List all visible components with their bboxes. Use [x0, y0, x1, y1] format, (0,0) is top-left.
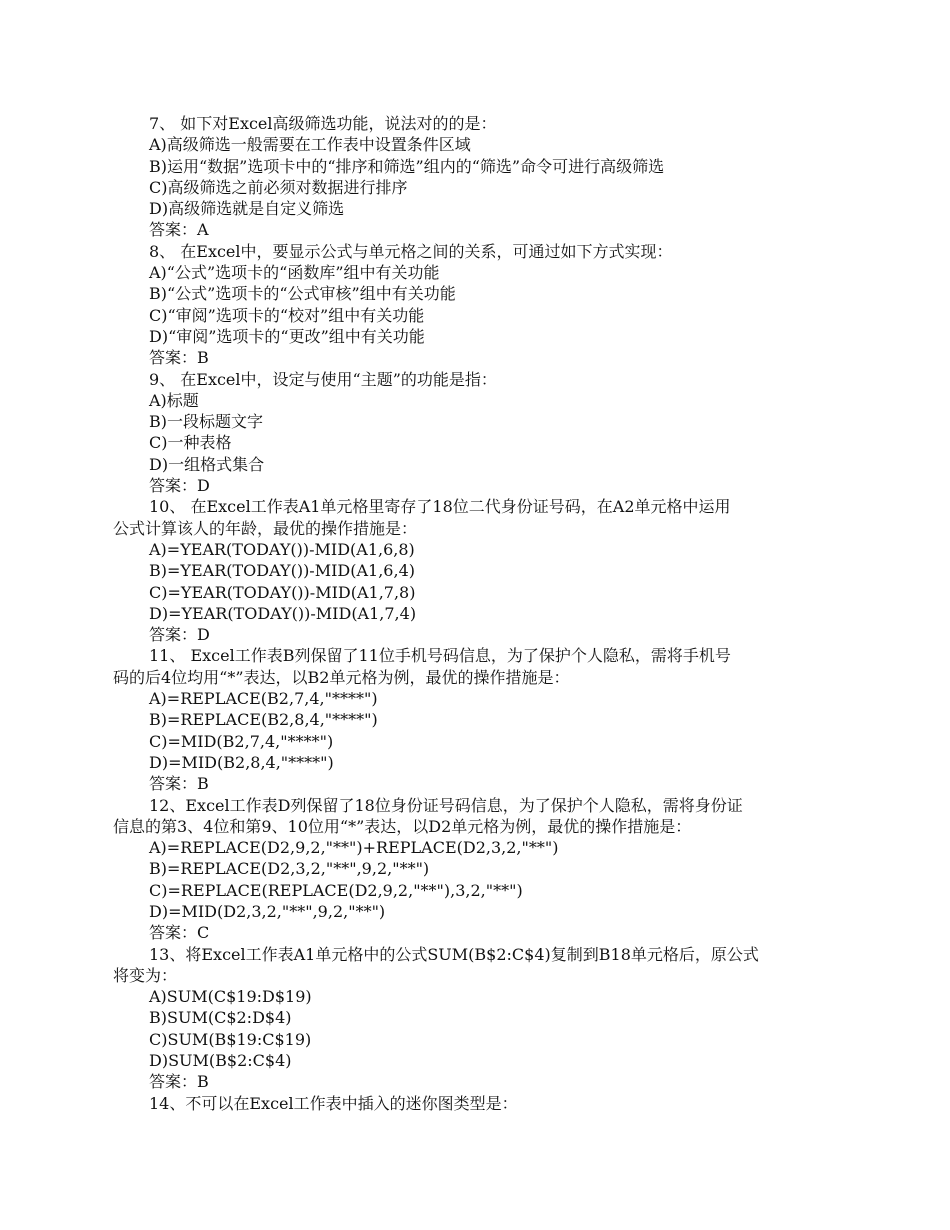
text-line: 13、将Excel工作表A1单元格中的公式SUM(B$2:C$4)复制到B18单元格后，原公式	[149, 944, 759, 964]
text-line: 14、不可以在Excel工作表中插入的迷你图类型是：	[149, 1093, 518, 1113]
text-line: D)“审阅”选项卡的“更改”组中有关功能	[149, 326, 425, 346]
text-line: B)=REPLACE(D2,3,2,"**",9,2,"**")	[149, 859, 430, 879]
document-body	[113, 113, 833, 1114]
text-line: C)一种表格	[149, 433, 232, 453]
text-line: B)一段标题文字	[149, 412, 264, 432]
text-line: D)一组格式集合	[149, 454, 265, 474]
text-line: 公式计算该人的年龄，最优的操作措施是：	[113, 518, 418, 538]
text-line: B)运用“数据”选项卡中的“排序和筛选”组内的“筛选”命令可进行高级筛选	[149, 156, 665, 176]
text-line: C)SUM(B$19:C$19)	[149, 1029, 312, 1049]
text-line: 答案：B	[149, 774, 209, 794]
text-line: D)SUM(B$2:C$4)	[149, 1051, 292, 1071]
text-line: A)高级筛选一般需要在工作表中设置条件区域	[149, 135, 471, 155]
text-line: A)=YEAR(TODAY())-MID(A1,6,8)	[149, 539, 415, 559]
text-line: D)=MID(D2,3,2,"**",9,2,"**")	[149, 901, 386, 921]
text-line: B)SUM(C$2:D$4)	[149, 1008, 292, 1028]
text-line: 答案：C	[149, 923, 210, 943]
text-line: A)=REPLACE(D2,9,2,"**")+REPLACE(D2,3,2,"**")	[149, 838, 559, 858]
text-line: C)=REPLACE(REPLACE(D2,9,2,"**"),3,2,"**")	[149, 880, 523, 900]
text-line: 答案：A	[149, 220, 209, 240]
text-line: A)标题	[149, 390, 199, 410]
text-line: A)“公式”选项卡的“函数库”组中有关功能	[149, 263, 440, 283]
text-line: B)“公式”选项卡的“公式审核”组中有关功能	[149, 284, 456, 304]
text-line: B)=YEAR(TODAY())-MID(A1,6,4)	[149, 561, 415, 581]
text-line: 答案：D	[149, 625, 210, 645]
text-line: C)=YEAR(TODAY())-MID(A1,7,8)	[149, 582, 416, 602]
text-line: A)=REPLACE(B2,7,4,"****")	[149, 689, 378, 709]
text-line: D)=MID(B2,8,4,"****")	[149, 752, 334, 772]
text-line: 将变为：	[113, 965, 178, 985]
text-line: C)高级筛选之前必须对数据进行排序	[149, 177, 408, 197]
text-line: C)“审阅”选项卡的“校对”组中有关功能	[149, 305, 425, 325]
text-line: D)=YEAR(TODAY())-MID(A1,7,4)	[149, 603, 417, 623]
text-line: 12、Excel工作表D列保留了18位身份证号码信息，为了保护个人隐私，需将身份证	[149, 795, 743, 815]
text-line: D)高级筛选就是自定义筛选	[149, 199, 345, 219]
text-line: 7、 如下对Excel高级筛选功能，说法对的的是：	[149, 114, 497, 133]
text-line: 信息的第3、4位和第9、10位用“*”表达，以D2单元格为例，最优的操作措施是：	[113, 816, 692, 836]
text-line: 码的后4位均用“*”表达，以B2单元格为例，最优的操作措施是：	[113, 667, 570, 687]
text-line: 答案：D	[149, 476, 210, 496]
text-line: B)=REPLACE(B2,8,4,"****")	[149, 710, 378, 730]
text-line: 10、 在Excel工作表A1单元格里寄存了18位二代身份证号码，在A2单元格中运用	[149, 497, 731, 517]
text-line: 答案：B	[149, 1072, 209, 1092]
text-line: C)=MID(B2,7,4,"****")	[149, 731, 334, 751]
text-line: 9、 在Excel中，设定与使用“主题”的功能是指：	[149, 369, 497, 389]
text-line: 8、 在Excel中，要显示公式与单元格之间的关系，可通过如下方式实现：	[149, 241, 673, 261]
text-line: 答案：B	[149, 348, 209, 368]
text-line: A)SUM(C$19:D$19)	[149, 987, 312, 1007]
text-line: 11、 Excel工作表B列保留了11位手机号码信息，为了保护个人隐私，需将手机号	[149, 646, 731, 666]
